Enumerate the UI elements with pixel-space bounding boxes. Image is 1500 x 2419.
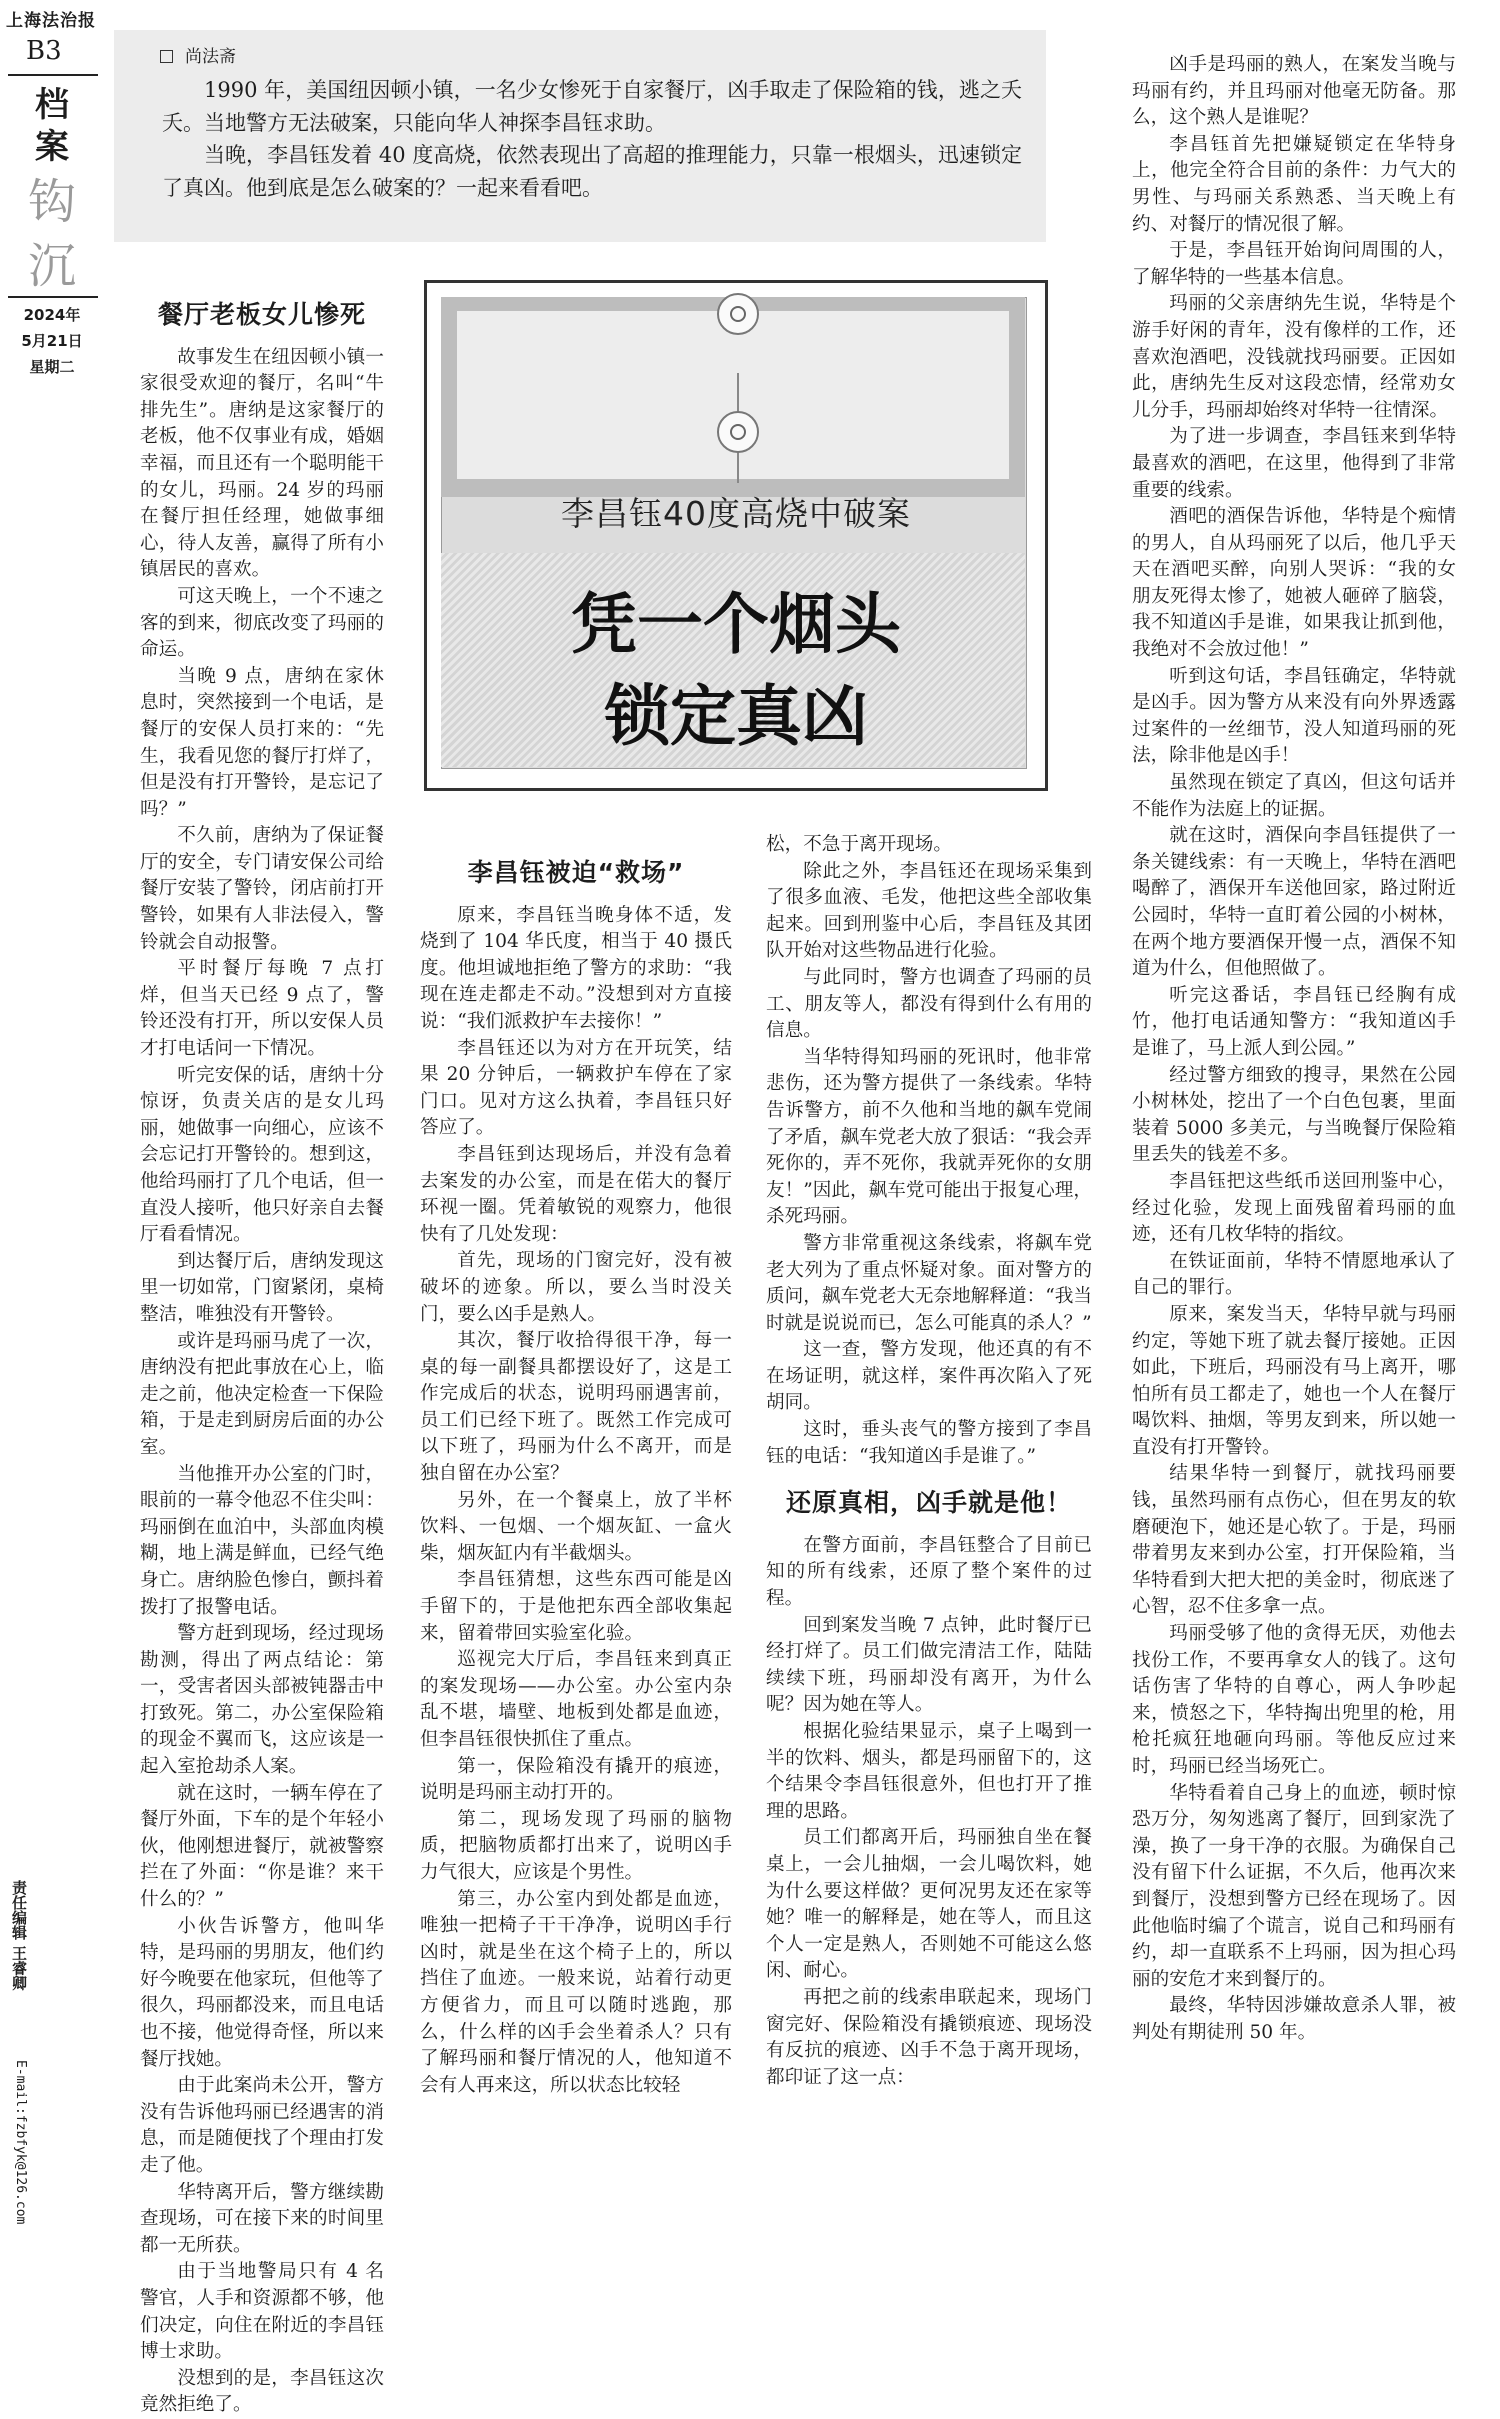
paragraph: 巡视完大厅后，李昌钰来到真正的案发现场——办公室。办公室内杂乱不堪，墙壁、地板到处都是血迹，但李昌钰很快抓住了重点。 — [420, 1649, 732, 1750]
headline-subtitle: 李昌钰40度高烧中破案 — [561, 494, 911, 533]
paragraph: 就在这时，一辆车停在了餐厅外面，下车的是个年轻小伙，他刚想进餐厅，就被警察拦在了外面：“你是谁？来干什么的？” — [140, 1782, 384, 1911]
paragraph: 最终，华特因涉嫌故意杀人罪，被判处有期徒刑 50 年。 — [1132, 1995, 1456, 2043]
paragraph: 当他推开办公室的门时，眼前的一幕令他忍不住尖叫：玛丽倒在血泊中，头部血肉模糊，地上满是鲜血，已经气绝身亡。唐纳脸色惨白，颤抖着拨打了报警电话。 — [140, 1463, 384, 1618]
paragraph: 小伙告诉警方，他叫华特，是玛丽的男朋友，他们约好今晚要在他家玩，但他等了很久，玛丽都没来，而且电话也不接，他觉得奇怪，所以来餐厅找她。 — [140, 1915, 384, 2070]
paragraph: 酒吧的酒保告诉他，华特是个痴情的男人，自从玛丽死了以后，他几乎天天在酒吧买醉，向别人哭诉：“我的女朋友死得太惨了，她被人砸碎了脑袋，我不知道凶手是谁，如果我让抓到他，我绝对不会放过他！” — [1132, 506, 1456, 661]
headline-box — [424, 280, 1048, 791]
newspaper-name: 上海法治报 — [6, 11, 96, 31]
paragraph: 玛丽的父亲唐纳先生说，华特是个游手好闲的青年，没有像样的工作，还喜欢泡酒吧，没钱就找玛丽要。正因如此，唐纳先生反对这段恋情，经常劝女儿分手，玛丽却始终对华特一往情深。 — [1132, 293, 1456, 421]
paragraph: 在铁证面前，华特不情愿地承认了自己的罪行。 — [1132, 1250, 1456, 1299]
paragraph: 警方赶到现场，经过现场勘测，得出了两点结论：第一，受害者因头部被钝器击中打致死。第二，办公室保险箱的现金不翼而飞，这应该是一起入室抢劫杀人案。 — [140, 1623, 384, 1778]
issue-year: 2024年 — [23, 306, 81, 324]
paragraph: 到达餐厅后，唐纳发现这里一切如常，门窗紧闭，桌椅整洁，唯独没有开警铃。 — [140, 1250, 384, 1325]
paragraph: 回到案发当晚 7 点钟，此时餐厅已经打烊了。员工们做完清洁工作，陆陆续续下班，玛丽却没有离开，为什么呢？因为她在等人。 — [766, 1614, 1092, 1716]
checkbox-square-icon — [160, 50, 173, 63]
paragraph: 李昌钰猜想，这些东西可能是凶手留下的，于是他把东西全部收集起来，留着带回实验室化验。 — [420, 1569, 732, 1644]
paragraph: 平时餐厅每晚 7 点打烊，但当天已经 9 点了，警铃还没有打开，所以安保人员才打电话问一下情况。 — [140, 958, 384, 1060]
paragraph: 与此同时，警方也调查了玛丽的员工、朋友等人，都没有得到什么有用的信息。 — [766, 966, 1092, 1042]
masthead-divider — [8, 74, 98, 76]
page-number: B3 — [26, 36, 62, 66]
editor-credit: 责任编辑 王睿卿 — [10, 1880, 28, 1991]
paragraph: 警方非常重视这条线索，将飙车党老大列为了重点怀疑对象。面对警方的质问，飙车党老大无奈地解释道：“我当时就是说说而已，怎么可能真的杀人？” — [766, 1232, 1092, 1334]
paragraph: 李昌钰到达现场后，并没有急着去案发的办公室，而是在偌大的餐厅环视一圈。凭着敏锐的观察力，他很快有了几处发现： — [420, 1143, 732, 1245]
paragraph: 经过警方细致的搜寻，果然在公园小树林处，挖出了一个白色包裹，里面装着 5000 多美元，与当晚餐厅保险箱里丢失的钱差不多。 — [1132, 1064, 1456, 1166]
paragraph: 在警方面前，李昌钰整合了目前已知的所有线索，还原了整个案件的过程。 — [766, 1534, 1092, 1610]
editor-email: E-mail:fzbfyk@126.com — [13, 2060, 28, 2225]
article-column-2 — [420, 860, 732, 2236]
paragraph: 原来，李昌钰当晚身体不适，发烧到了 104 华氏度，相当于 40 摄氏度。他坦诚地拒绝了警方的求助：“我现在连走都走不动。”没想到对方直接说：“我们派救护车去接你！” — [420, 904, 732, 1032]
paragraph: 结果华特一到餐厅，就找玛丽要钱，虽然玛丽有点伤心，但在男友的软磨硬泡下，她还是心软了。于是，玛丽带着男友来到办公室，打开保险箱，当华特看到大把大把的美金时，彻底迷了心智，忍不住多拿一点。 — [1132, 1463, 1456, 1618]
paragraph: 听完这番话，李昌钰已经胸有成竹，他打电话通知警方：“我知道凶手是谁了，马上派人到公园。” — [1132, 984, 1456, 1059]
paragraph: 除此之外，李昌钰还在现场采集到了很多血液、毛发，他把这些全部收集起来。回到刑鉴中心后，李昌钰及其团队开始对这些物品进行化验。 — [766, 860, 1092, 962]
paragraph: 李昌钰还以为对方在开玩笑，结果 20 分钟后，一辆救护车停在了家门口。见对方这么执着，李昌钰只好答应了。 — [420, 1037, 732, 1139]
column-name: 档案 — [35, 85, 69, 167]
intro-paragraph: 1990 年，美国纽因顿小镇，一名少女惨死于自家餐厅，凶手取走了保险箱的钱，逃之夭夭。当地警方无法破案，只能向华人神探李昌钰求助。 — [162, 78, 1022, 135]
paragraph: 首先，现场的门窗完好，没有被破坏的迹象。所以，要么当时没关门，要么凶手是熟人。 — [420, 1250, 732, 1325]
section-heading: 还原真相，凶手就是他！ — [785, 1488, 1072, 1518]
envelope-button-icon — [717, 411, 759, 453]
masthead-divider — [8, 296, 98, 298]
paragraph: 不久前，唐纳为了保证餐厅的安全，专门请安保公司给餐厅安装了警铃，闭店前打开警铃，如果有人非法侵入，警铃就会自动报警。 — [140, 825, 384, 953]
envelope-button-icon — [717, 293, 759, 335]
paragraph: 再把之前的线索串联起来，现场门窗完好、保险箱没有撬锁痕迹、现场没有反抗的痕迹、凶手不急于离开现场，都印证了这一点： — [766, 1986, 1092, 2088]
paragraph: 当华特得知玛丽的死讯时，他非常悲伤，还为警方提供了一条线索。华特告诉警方，前不久他和当地的飙车党闹了矛盾，飙车党老大放了狠话：“我会弄死你的，弄不死你，我就弄死你的女朋友！”因此，飙车党可能出于报复心理，杀死玛丽。 — [766, 1046, 1092, 1228]
paragraph: 故事发生在纽因顿小镇一家很受欢迎的餐厅，名叫“牛排先生”。唐纳是这家餐厅的老板，他不仅事业有成，婚姻幸福，而且还有一个聪明能干的女儿，玛丽。24 岁的玛丽在餐厅担任经理，她做事细心，待人友善，赢得了所有小镇居民的喜欢。 — [140, 346, 384, 581]
paragraph: 当晚 9 点，唐纳在家休息时，突然接到一个电话，是餐厅的安保人员打来的：“先生，我看见您的餐厅打烊了，但是没有打开警铃，是忘记了吗？” — [140, 665, 384, 820]
paragraph: 根据化验结果显示，桌子上喝到一半的饮料、烟头，都是玛丽留下的，这个结果令李昌钰很意外，但也打开了推理的思路。 — [766, 1721, 1092, 1822]
paragraph: 第一，保险箱没有撬开的痕迹，说明是玛丽主动打开的。 — [420, 1755, 732, 1804]
issue-date: 5月21日 — [21, 332, 83, 350]
section-heading: 李昌钰被迫“救场” — [467, 858, 685, 887]
paragraph: 由于当地警局只有 4 名警官，人手和资源都不够，他们决定，向住在附近的李昌钰博士求助。 — [140, 2261, 384, 2363]
section-heading: 餐厅老板女儿惨死 — [157, 300, 366, 329]
paragraph: 由于此案尚未公开，警方没有告诉他玛丽已经遇害的消息，而是随便找了个理由打发走了他。 — [140, 2075, 384, 2176]
paragraph: 这一查，警方发现，他还真的有不在场证明，就这样，案件再次陷入了死胡同。 — [766, 1339, 1092, 1414]
paragraph: 原来，案发当天，华特早就与玛丽约定，等她下班了就去餐厅接她。正因如此，下班后，玛丽没有马上离开，哪怕所有员工都走了，她也一个人在餐厅喝饮料、抽烟，等男友到来，所以她一直没有打开警铃。 — [1132, 1303, 1456, 1458]
paragraph: 虽然现在锁定了真凶，但这句话并不能作为法庭上的证据。 — [1132, 772, 1456, 820]
paragraph: 于是，李昌钰开始询问周围的人，了解华特的一些基本信息。 — [1132, 240, 1456, 288]
intro-label: 尚法斋 — [160, 42, 236, 67]
paragraph: 其次，餐厅收拾得很干净，每一桌的每一副餐具都摆设好了，这是工作完成后的状态，说明玛丽遇害前，员工们已经下班了。既然工作完成可以下班了，玛丽为什么不离开，而是独自留在办公室？ — [420, 1330, 732, 1485]
issue-weekday: 星期二 — [29, 358, 75, 376]
paragraph: 听完安保的话，唐纳十分惊讶，负责关店的是女儿玛丽，她做事一向细心，应该不会忘记打开警铃的。想到这，他给玛丽打了几个电话，但一直没人接听，他只好亲自去餐厅看看情况。 — [140, 1064, 384, 1246]
paragraph: 凶手是玛丽的熟人，在案发当晚与玛丽有约，并且玛丽对他毫无防备。那么，这个熟人是谁呢？ — [1132, 54, 1456, 129]
column-subname: 钩沉 — [27, 174, 76, 294]
envelope-flap-inner — [457, 311, 1009, 479]
paragraph: 华特离开后，警方继续勘查现场，可在接下来的时间里都一无所获。 — [140, 2181, 384, 2256]
paragraph: 另外，在一个餐桌上，放了半杯饮料、一包烟、一个烟灰缸、一盒火柴，烟灰缸内有半截烟头。 — [420, 1489, 732, 1564]
intro-paragraph: 当晚，李昌钰发着 40 度高烧，依然表现出了高超的推理能力，只靠一根烟头，迅速锁定了真凶。他到底是怎么破案的？一起来看看吧。 — [162, 143, 1022, 200]
intro-box — [114, 30, 1046, 242]
intro-text — [162, 74, 1022, 204]
paragraph: 松，不急于离开现场。 — [766, 834, 952, 855]
article-column-4 — [1132, 52, 1456, 2236]
headline-title: 凭一个烟头 锁定真凶 — [571, 585, 901, 755]
paragraph: 或许是玛丽马虎了一次，唐纳没有把此事放在心上，临走之前，他决定检查一下保险箱，于是走到厨房后面的办公室。 — [140, 1330, 384, 1458]
article-column-3 — [766, 832, 1092, 2236]
article-column-1 — [140, 296, 384, 2416]
paragraph: 可这天晚上，一个不速之客的到来，彻底改变了玛丽的命运。 — [140, 585, 384, 661]
paragraph: 玛丽受够了他的贪得无厌，劝他去找份工作，不要再拿女人的钱了。这句话伤害了华特的自尊心，两人争吵起来，愤怒之下，华特掏出兜里的枪，用枪托疯狂地砸向玛丽。等他反应过来时，玛丽已经当场死亡。 — [1132, 1623, 1456, 1777]
paragraph: 这时，垂头丧气的警方接到了李昌钰的电话：“我知道凶手是谁了。” — [766, 1419, 1092, 1467]
paragraph: 第三，办公室内到处都是血迹，唯独一把椅子干干净净，说明凶手行凶时，就是坐在这个椅子上的，所以挡住了血迹。一般来说，站着行动更方便省力，而且可以随时逃跑，那么，什么样的凶手会坐着杀人？只有了解玛丽和餐厅情况的人，他知道不会有人再来这，所以状态比较轻 — [420, 1888, 732, 2096]
paragraph: 华特看着自己身上的血迹，顿时惊恐万分，匆匆逃离了餐厅，回到家洗了澡，换了一身干净的衣服。为确保自己没有留下什么证据，不久后，他再次来到餐厅，没想到警方已经在现场了。因此他临时编了个谎言，说自己和玛丽有约，却一直联系不上玛丽，因为担心玛丽的安危才来到餐厅的。 — [1132, 1782, 1456, 1990]
paragraph: 就在这时，酒保向李昌钰提供了一条关键线索：有一天晚上，华特在酒吧喝醉了，酒保开车送他回家，路过附近公园时，华特一直盯着公园的小树林，在两个地方要酒保开慢一点，酒保不知道为什么，但他照做了。 — [1132, 825, 1456, 980]
paragraph: 听到这句话，李昌钰确定，华特就是凶手。因为警方从来没有向外界透露过案件的一丝细节，没人知道玛丽的死法，除非他是凶手！ — [1132, 665, 1456, 767]
paragraph: 为了进一步调查，李昌钰来到华特最喜欢的酒吧，在这里，他得到了非常重要的线索。 — [1132, 426, 1456, 501]
paragraph: 第二，现场发现了玛丽的脑物质，把脑物质都打出来了，说明凶手力气很大，应该是个男性。 — [420, 1808, 732, 1883]
paragraph: 没想到的是，李昌钰这次竟然拒绝了。 — [140, 2367, 384, 2416]
paragraph: 李昌钰把这些纸币送回刑鉴中心，经过化验，发现上面残留着玛丽的血迹，还有几枚华特的指纹。 — [1132, 1170, 1456, 1246]
paragraph: 李昌钰首先把嫌疑锁定在华特身上，他完全符合目前的条件：力气大的男性、与玛丽关系熟悉、当天晚上有约、对餐厅的情况很了解。 — [1132, 133, 1456, 235]
paragraph: 员工们都离开后，玛丽独自坐在餐桌上，一会儿抽烟，一会儿喝饮料，她为什么要这样做？更何况男友还在家等她？唯一的解释是，她在等人，而且这个人一定是熟人，否则她不可能这么悠闲、耐心。 — [766, 1827, 1092, 1982]
